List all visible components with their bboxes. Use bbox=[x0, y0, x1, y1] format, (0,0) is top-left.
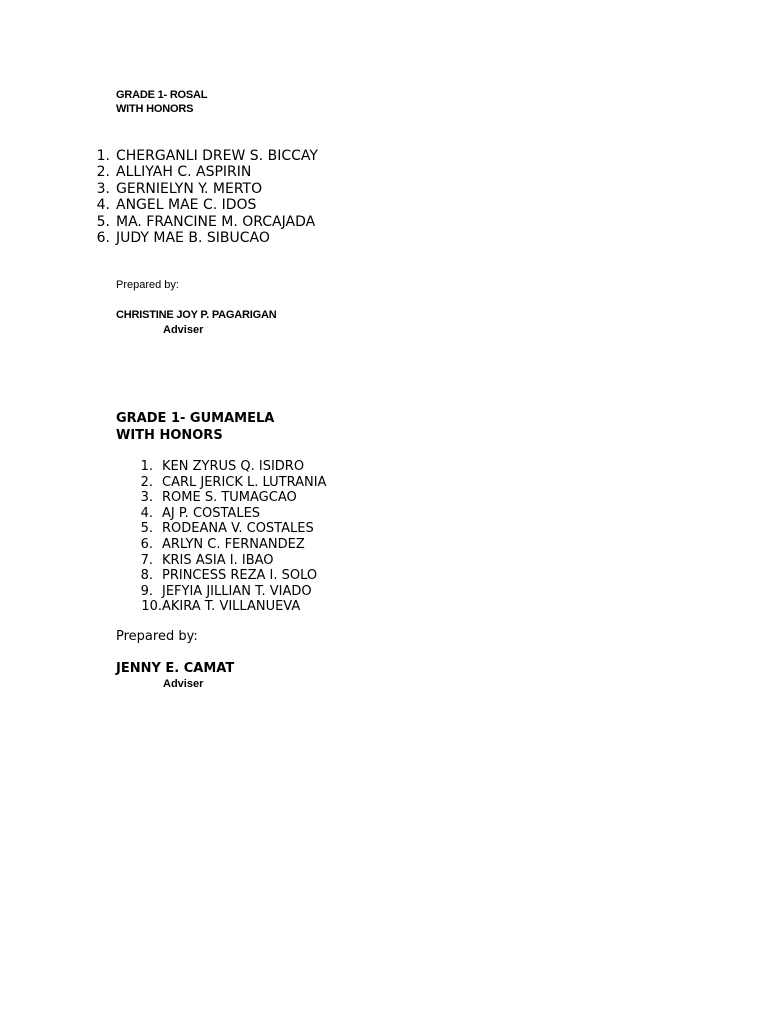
list-number: 8. bbox=[140, 568, 153, 584]
rosal-signer-role: Adviser bbox=[163, 324, 204, 336]
rosal-prepared-by-label: Prepared by: bbox=[116, 279, 179, 291]
honoree-name: ARLYN C. FERNANDEZ bbox=[162, 536, 305, 552]
list-number: 1. bbox=[96, 148, 110, 164]
list-item bbox=[134, 584, 326, 600]
list-item bbox=[88, 181, 318, 197]
gumamela-signer-name: JENNY E. CAMAT bbox=[116, 661, 235, 676]
list-item bbox=[88, 164, 318, 180]
list-item bbox=[134, 459, 326, 475]
list-number: 5. bbox=[140, 521, 153, 537]
honoree-name: RODEANA V. COSTALES bbox=[162, 521, 314, 537]
honoree-name: KRIS ASIA I. IBAO bbox=[162, 552, 274, 568]
honoree-name: ALLIYAH C. ASPIRIN bbox=[116, 164, 252, 181]
honoree-name: PRINCESS REZA I. SOLO bbox=[162, 568, 318, 584]
list-number: 6. bbox=[96, 230, 110, 247]
honoree-name: JUDY MAE B. SIBUCAO bbox=[116, 230, 270, 247]
rosal-grade-title: GRADE 1- ROSAL bbox=[116, 89, 208, 101]
list-number: 3. bbox=[140, 490, 153, 506]
gumamela-heading bbox=[116, 411, 274, 444]
honoree-name: CARL JERICK L. LUTRANIA bbox=[162, 474, 327, 490]
list-number: 4. bbox=[140, 505, 153, 521]
list-item bbox=[88, 148, 318, 164]
honoree-name: GERNIELYN Y. MERTO bbox=[116, 180, 263, 197]
list-number: 5. bbox=[96, 213, 110, 230]
honoree-name: MA. FRANCINE M. ORCAJADA bbox=[116, 213, 316, 230]
list-number: 9. bbox=[140, 583, 153, 599]
list-number: 4. bbox=[96, 197, 110, 214]
rosal-honors-list bbox=[88, 148, 318, 246]
list-item bbox=[134, 506, 326, 522]
list-item bbox=[88, 230, 318, 246]
list-item bbox=[134, 553, 326, 569]
list-item bbox=[88, 197, 318, 213]
list-item bbox=[88, 214, 318, 230]
gumamela-honors-subtitle: WITH HONORS bbox=[116, 427, 223, 443]
honoree-name: ANGEL MAE C. IDOS bbox=[116, 197, 257, 214]
list-number: 2. bbox=[96, 164, 110, 181]
rosal-signer-name: CHRISTINE JOY P. PAGARIGAN bbox=[116, 309, 277, 321]
list-number: 6. bbox=[140, 536, 153, 552]
list-number: 7. bbox=[140, 552, 153, 568]
rosal-honors-subtitle: WITH HONORS bbox=[116, 103, 194, 115]
honoree-name: KEN ZYRUS Q. ISIDRO bbox=[162, 459, 305, 474]
gumamela-honors-list bbox=[134, 459, 326, 615]
honoree-name: JEFYIA JILLIAN T. VIADO bbox=[162, 583, 312, 599]
list-item bbox=[134, 490, 326, 506]
list-item bbox=[134, 475, 326, 491]
list-number: 3. bbox=[96, 180, 110, 197]
list-number: 1. bbox=[140, 459, 153, 474]
list-item bbox=[134, 599, 326, 615]
list-item bbox=[134, 568, 326, 584]
honoree-name: AJ P. COSTALES bbox=[162, 505, 261, 521]
list-number: 2. bbox=[140, 474, 153, 490]
honoree-name: CHERGANLI DREW S. BICCAY bbox=[116, 148, 318, 164]
honoree-name: AKIRA T. VILLANUEVA bbox=[162, 599, 301, 615]
list-item bbox=[134, 537, 326, 553]
list-item bbox=[134, 521, 326, 537]
gumamela-grade-title: GRADE 1- GUMAMELA bbox=[116, 411, 275, 426]
honoree-name: ROME S. TUMAGCAO bbox=[162, 490, 297, 506]
gumamela-prepared-by-label: Prepared by: bbox=[116, 629, 198, 644]
gumamela-signer-role: Adviser bbox=[163, 678, 204, 690]
list-number: 10. bbox=[141, 599, 162, 615]
rosal-heading bbox=[116, 88, 207, 116]
